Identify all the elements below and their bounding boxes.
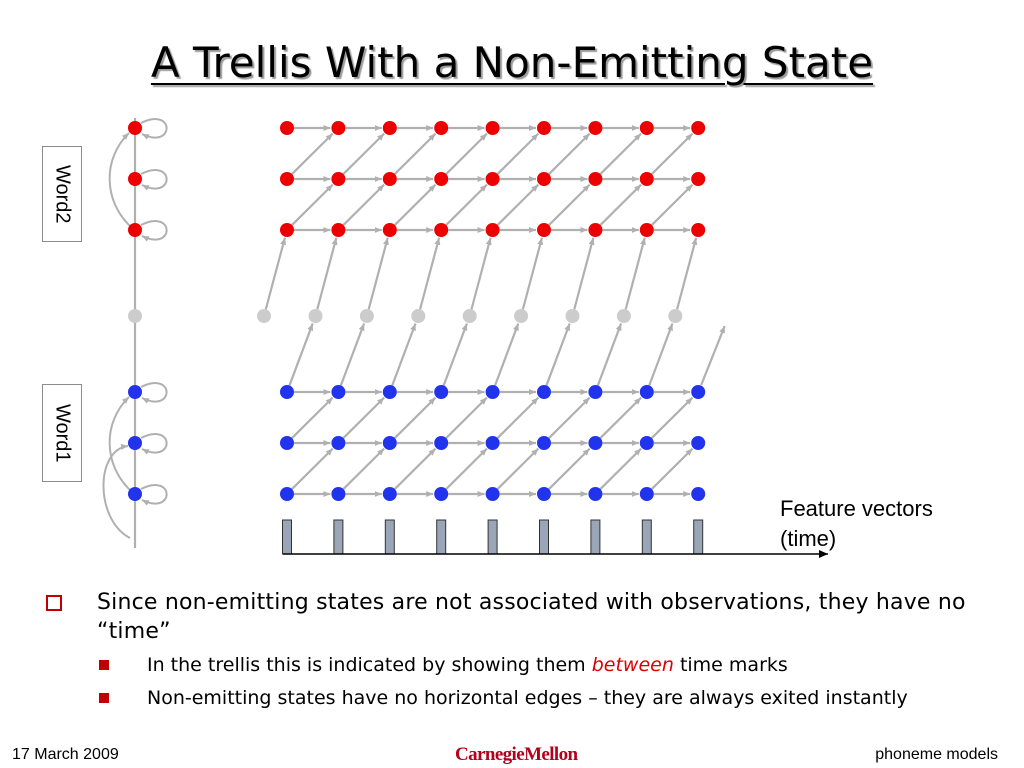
word2-state-node [331, 223, 345, 237]
model-word2-state-node [128, 223, 142, 237]
non-emitting-state-node [514, 309, 528, 323]
word1-state-node [537, 385, 551, 399]
filled-square-bullet-icon [99, 660, 109, 670]
entry-to-non-emitting-edge [392, 323, 415, 385]
diagonal-edge [446, 134, 487, 174]
time-mark [334, 520, 343, 554]
slide-title: A Trellis With a Non-Emitting State [150, 38, 874, 87]
time-mark [488, 520, 497, 554]
non-emitting-state-node [309, 309, 323, 323]
model-word1-state-node [128, 385, 142, 399]
non-emitting-state-node [257, 309, 271, 323]
diagonal-edge [600, 185, 641, 225]
diagonal-edge [600, 398, 641, 438]
non-emitting-state-node [360, 309, 374, 323]
feature-vectors-axis-label [780, 494, 933, 554]
sub-bullet-1-emphasis: between [591, 654, 674, 676]
model-word2-state-node [128, 121, 142, 135]
diagonal-edge [549, 449, 590, 489]
time-mark [437, 520, 446, 554]
word1-state-node [383, 487, 397, 501]
word1-state-node [486, 436, 500, 450]
word2-state-node [537, 121, 551, 135]
entry-to-non-emitting-edge [701, 326, 725, 385]
diagonal-edge [292, 185, 333, 225]
sub-bullet-2-text: Non-emitting states have no horizontal edges – they are always exited instantly [147, 687, 908, 709]
word1-state-node [640, 487, 654, 501]
word2-state-node [383, 172, 397, 186]
model-word1-state-node [128, 436, 142, 450]
entry-to-non-emitting-edge [289, 323, 312, 385]
diagonal-edge [446, 449, 487, 489]
word1-state-node [434, 385, 448, 399]
word1-state-node [280, 487, 294, 501]
diagonal-edge [343, 185, 384, 225]
diagonal-edge [343, 134, 384, 174]
word1-state-node [588, 385, 602, 399]
diagonal-edge [600, 449, 641, 489]
word1-state-node [331, 385, 345, 399]
bullet-main [46, 588, 1006, 646]
diagonal-edge [652, 134, 693, 174]
model-word1-state-node [128, 487, 142, 501]
word2-state-node [486, 172, 500, 186]
word2-state-node [640, 223, 654, 237]
word2-label: Word2 [42, 146, 82, 242]
non-emitting-state-node [463, 309, 477, 323]
word2-state-node [588, 223, 602, 237]
word2-state-node [537, 172, 551, 186]
word1-state-node [537, 487, 551, 501]
word2-state-node [691, 223, 705, 237]
diagonal-edge [498, 134, 539, 174]
word1-state-node [486, 487, 500, 501]
word1-state-node [434, 487, 448, 501]
word1-state-node [383, 436, 397, 450]
word2-state-node [331, 121, 345, 135]
time-mark [540, 520, 549, 554]
word1-state-node [691, 385, 705, 399]
diagonal-edge [446, 185, 487, 225]
time-mark [385, 520, 394, 554]
word1-state-node [331, 436, 345, 450]
word2-state-node [691, 121, 705, 135]
time-axis [283, 520, 829, 554]
word1-state-node [537, 436, 551, 450]
diagonal-edge [498, 398, 539, 438]
sub-bullet-2 [46, 685, 987, 712]
word1-state-node [588, 487, 602, 501]
non-emitting-exit-edge [677, 238, 696, 310]
diagonal-edge [600, 134, 641, 174]
diagonal-edge [343, 398, 384, 438]
carnegie-mellon-logo: CarnegieMellon [455, 744, 578, 765]
word2-state-node [280, 172, 294, 186]
word2-state-node [640, 121, 654, 135]
word1-state-node [640, 385, 654, 399]
non-emitting-exit-edge [369, 238, 388, 310]
word1-state-node [588, 436, 602, 450]
diagonal-edge [395, 134, 436, 174]
word1-state-node [331, 487, 345, 501]
word1-state-node [383, 385, 397, 399]
word1-state-node [434, 436, 448, 450]
diagonal-edge [498, 185, 539, 225]
entry-to-non-emitting-edge [598, 323, 621, 385]
diagonal-edge [395, 398, 436, 438]
word2-state-node [331, 172, 345, 186]
word1-state-node [280, 385, 294, 399]
non-emitting-exit-edge [523, 238, 542, 310]
non-emitting-exit-edge [266, 238, 285, 310]
diagonal-edge [549, 185, 590, 225]
bullet-list [46, 588, 1006, 712]
word1-label: Word1 [42, 384, 82, 482]
non-emitting-state-node [566, 309, 580, 323]
diagonal-edge [395, 449, 436, 489]
word2-state-node [434, 121, 448, 135]
axis-label-line2: (time) [780, 526, 837, 551]
skip-edge [110, 133, 130, 226]
bullet-main-text: Since non-emitting states are not associated with observations, they have no “time” [97, 590, 966, 644]
non-emitting-exit-edge [574, 238, 593, 310]
word2-state-node [383, 223, 397, 237]
diagonal-edge [498, 449, 539, 489]
word2-state-node [588, 172, 602, 186]
sub-bullet-1-text: In the trellis this is indicated by showing them [147, 654, 592, 676]
diagonal-edge [292, 134, 333, 174]
word1-state-node [691, 436, 705, 450]
time-mark [591, 520, 600, 554]
self-loop-edge [141, 221, 167, 240]
self-loop-edge [141, 434, 167, 453]
self-loop-edge [141, 170, 167, 189]
diagonal-edge [292, 449, 333, 489]
self-loop-edge [141, 119, 167, 138]
diagonal-edge [549, 134, 590, 174]
diagonal-edge [446, 398, 487, 438]
sub-bullet-1-text-end: time marks [673, 654, 788, 676]
word2-state-node [280, 121, 294, 135]
entry-to-non-emitting-edge [444, 323, 467, 385]
diagonal-edge [343, 449, 384, 489]
word2-state-node [640, 172, 654, 186]
entry-to-non-emitting-edge [649, 323, 672, 385]
sub-bullet-1 [46, 652, 987, 679]
non-emitting-exit-edge [420, 238, 439, 310]
skip-edge [110, 397, 130, 490]
non-emitting-state-node [411, 309, 425, 323]
entry-to-non-emitting-edge [341, 323, 364, 385]
axis-label-line1: Feature vectors [780, 496, 933, 521]
diagonal-edge [652, 185, 693, 225]
diagonal-edge [549, 398, 590, 438]
non-emitting-state-node [668, 309, 682, 323]
word1-state-node [486, 385, 500, 399]
word2-state-node [537, 223, 551, 237]
non-emitting-exit-edge [626, 238, 645, 310]
time-mark [694, 520, 703, 554]
word2-state-node [486, 121, 500, 135]
time-mark [283, 520, 292, 554]
word2-state-node [434, 223, 448, 237]
footer-topic: phoneme models [875, 746, 998, 763]
word2-state-node [691, 172, 705, 186]
footer-date: 17 March 2009 [12, 746, 119, 763]
word2-state-node [383, 121, 397, 135]
word2-state-node [434, 172, 448, 186]
time-mark [642, 520, 651, 554]
model-non-emitting-state-node [128, 309, 142, 323]
word1-state-node [280, 436, 294, 450]
word1-state-node [691, 487, 705, 501]
diagonal-edge [652, 449, 693, 489]
hmm-model-column [103, 118, 166, 548]
entry-to-non-emitting-edge [546, 323, 569, 385]
non-emitting-exit-edge [472, 238, 491, 310]
diagonal-edge [652, 398, 693, 438]
non-emitting-state-node [617, 309, 631, 323]
word1-state-node [640, 436, 654, 450]
word2-state-node [486, 223, 500, 237]
entry-skip-edge [103, 446, 130, 538]
word2-state-node [588, 121, 602, 135]
model-word2-state-node [128, 172, 142, 186]
filled-square-bullet-icon [99, 693, 109, 703]
diagonal-edge [395, 185, 436, 225]
self-loop-edge [141, 383, 167, 402]
self-loop-edge [141, 485, 167, 504]
non-emitting-exit-edge [317, 238, 336, 310]
entry-to-non-emitting-edge [495, 323, 518, 385]
diagonal-edge [292, 398, 333, 438]
word2-state-node [280, 223, 294, 237]
hollow-square-bullet-icon [46, 595, 62, 611]
